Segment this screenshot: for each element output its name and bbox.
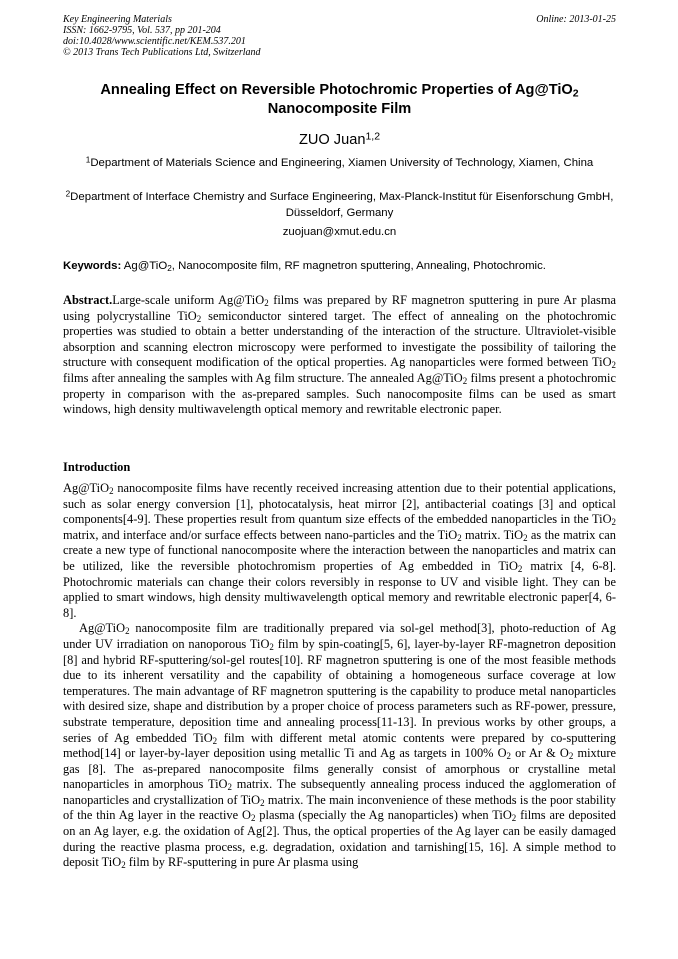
journal-header <box>63 14 616 58</box>
affiliation-1-text: Department of Materials Science and Engineering, Xiamen University of Technology, Xiamen, China <box>90 157 594 169</box>
keywords-text: Ag@TiO$_2$, Nanocomposite film, RF magnetron sputtering, Annealing, Photochromic. <box>123 260 546 274</box>
affiliation-2-text: Department of Interface Chemistry and Surface Engineering, Max-Planck-Institut für Eisenforschung GmbH, Düsseldorf, Germany <box>70 191 614 219</box>
intro-paragraph-2: Ag@TiO$_2$ nanocomposite film are traditionally prepared via sol-gel method[3], photo-reduction of Ag under UV irradiation on nanoporous TiO$_2$ film by spin-coating[5, 6], layer-by-layer RF-magnetron deposition [8] and hybrid RF-sputtering/sol-gel routes[10]. RF magnetron sputtering is one of the most feasible methods due to its inherent versatility and the capability of obtaining a homogeneous surface coverage at low temperatures. The main advantage of RF magnetron sputtering is the capability to produce metal nanoparticles with desired size, shape and distribution by a proper choice of process parameters such as RF-power, pressure, substrate temperature, deposition time and annealing process[11-13]. In previous works by other groups, a series of Ag embedded TiO$_2$ film with different metal atomic contents were prepared by co-sputtering method[14] or layer-by-layer deposition using metallic Ti and Ag as targets in 100% $O_2$ or Ar & $O_2$ mixture gas [8]. The as-prepared nanocomposite films generally consist of amorphous or crystalline metal nanoparticles in amorphous TiO$_2$ matrix. The subsequently annealing process induced the agglomeration of nanoparticles and crystallization of TiO$_2$ matrix. The main inconvenience of these methods is the poor stability of the thin Ag layer in the reactive $O_2$ plasma (specially the Ag nanoparticles) when TiO$_2$ films are deposited on an Ag layer, e.g. the oxidation of Ag[2]. Thus, the optical properties of the Ag layer can be easily damaged during the reactive plasma process, e.g. degradation, oxidation and tarnishing[15, 16]. A simple method to deposit TiO$_2$ film by RF-sputtering in pure Ar plasma using <box>63 621 616 871</box>
affiliation-1 <box>63 156 616 172</box>
title-subscript: 2 <box>572 87 579 100</box>
affiliation-1-mark: 1 <box>85 155 91 165</box>
journal-name: Key Engineering Materials <box>63 14 172 25</box>
author-name: ZUO Juan <box>298 132 366 148</box>
section-heading-introduction: Introduction <box>63 460 131 474</box>
abstract-text: Large-scale uniform Ag@TiO$_2$ films was prepared by RF magnetron sputtering in pure Ar plasma using polycrystalline TiO$_2$ semiconductor sintered target. The effect of annealing on the photochromic properties was studied to obtain a better understanding of the interaction of the structure. Ultraviolet-visible absorption and scanning electron microscopy were performed to investigate the possibility of tailoring the structure with consequent modification of the optical properties. Ag nanoparticles were formed between TiO$_2$ films after annealing the samples with Ag film structure. The annealed Ag@TiO$_2$ films present a photochromic property in comparison with the as-prepared samples. Such nanocomposite films can be used as smart windows, high density multiwavelength optical memory and rewritable electronic paper. <box>63 293 616 417</box>
doi-line: doi:10.4028/www.scientific.net/KEM.537.201 <box>63 36 246 47</box>
paper-title <box>63 81 616 119</box>
abstract <box>63 293 616 418</box>
title-line-2: Nanocomposite Film <box>267 101 412 117</box>
online-date: Online: 2013-01-25 <box>536 14 616 25</box>
title-line-1: Annealing Effect on Reversible Photochromic Properties of Ag@TiO <box>100 82 573 98</box>
keywords-label: Keywords: <box>63 260 122 272</box>
affiliation-2-mark: 2 <box>65 189 71 199</box>
introduction-body <box>63 481 616 871</box>
intro-paragraph-1: Ag@TiO$_2$ nanocomposite films have recently received increasing attention due to their potential applications, such as solar energy conversion [1], photocatalysis, heat mirror [2], antibacterial coatings [3] and optical components[4-9]. These properties result from quantum size effects of the embedded nanoparticles in the TiO$_2$ matrix, and interface and/or surface effects between nano-particles and the TiO$_2$ matrix. TiO$_2$ as the matrix can create a new type of functional nanocomposite where the interaction between the nanoparticles and matrix can be utilized, like the reversible photochromism properties of Ag embedded in TiO$_2$ matrix [4, 6-8]. Photochromic materials can change their colors reversibly in response to UV and visible light. They can be applied to smart windows, high density multiwavelength optical memory and rewritable electronic paper[4, 6-8]. <box>63 481 616 620</box>
author-email: zuojuan@xmut.edu.cn <box>282 226 397 238</box>
author-line <box>63 131 616 149</box>
issn-line: ISSN: 1662-9795, Vol. 537, pp 201-204 <box>63 25 221 36</box>
affiliation-2 <box>63 190 616 221</box>
keywords <box>63 259 616 274</box>
abstract-label: Abstract. <box>63 293 113 307</box>
author-affiliation-mark: 1,2 <box>365 130 381 143</box>
copyright-line: © 2013 Trans Tech Publications Ltd, Switzerland <box>63 47 261 58</box>
